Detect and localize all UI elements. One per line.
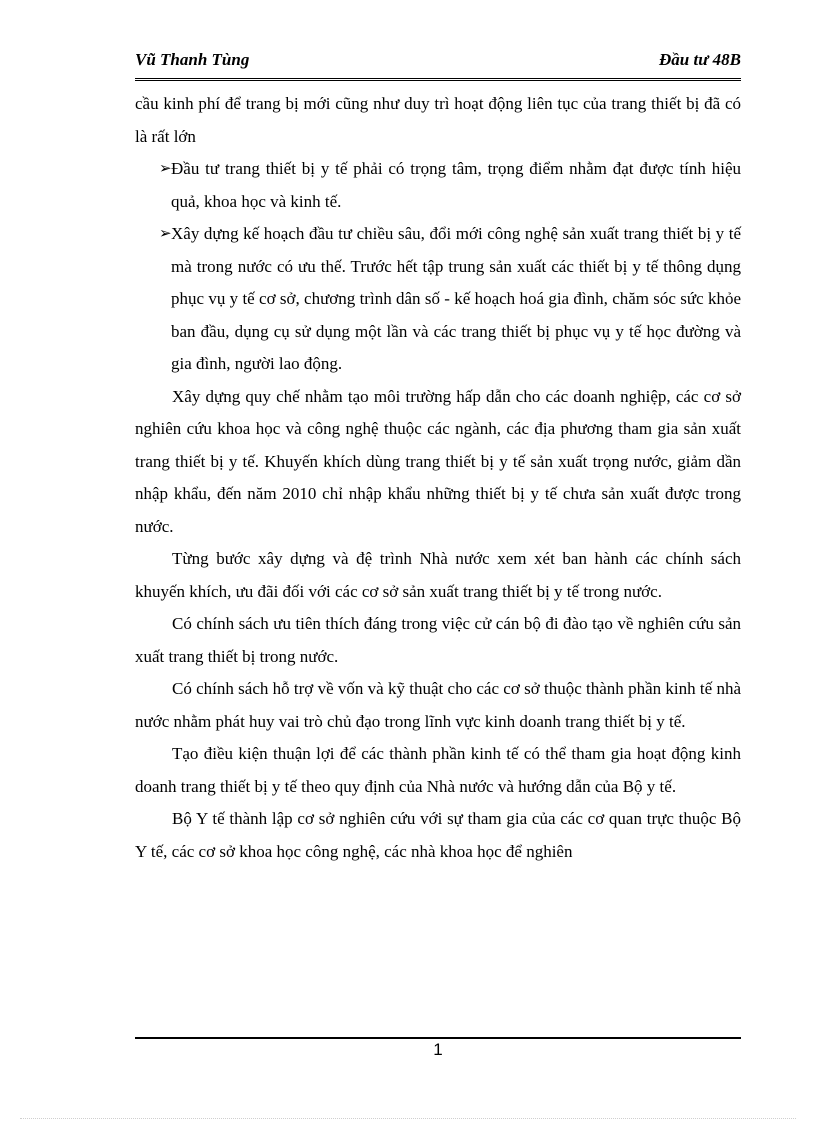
paragraph: Xây dựng quy chế nhằm tạo môi trường hấp dẫn cho các doanh nghiệp, các cơ sở nghiên cứu khoa học và công nghệ thuộc các ngành, các địa phương tham gia sản xuất trang thiết bị y tế. Khuyến khích dùng trang thiết bị y tế sản xuất trọng nước, giảm dần nhập khẩu, đến năm 2010 chỉ nhập khẩu những thiết bị y tế chưa sản xuất được trong nước. <box>135 386 741 536</box>
document-body <box>135 88 741 868</box>
paragraph: Bộ Y tế thành lập cơ sở nghiên cứu với sự tham gia của các cơ quan trực thuộc Bộ Y tế, các cơ sở khoa học công nghệ, các nhà khoa học để nghiên <box>135 809 741 861</box>
paragraph-continuation: cầu kinh phí để trang bị mới cũng như duy trì hoạt động liên tục của trang thiết bị đã có là rất lớn <box>135 94 741 146</box>
paragraph: Tạo điều kiện thuận lợi để các thành phần kinh tế có thể tham gia hoạt động kinh doanh trang thiết bị y tế theo quy định của Nhà nước và hướng dẫn của Bộ y tế. <box>135 744 741 796</box>
bullet-item <box>135 218 741 381</box>
footer-divider <box>135 1037 741 1039</box>
page-header <box>135 46 741 81</box>
paragraph: Từng bước xây dựng và đệ trình Nhà nước xem xét ban hành các chính sách khuyến khích, ưu đãi đối với các cơ sở sản xuất trang thiết bị y tế trong nước. <box>135 549 741 601</box>
header-class: Đầu tư 48B <box>659 50 741 69</box>
bullet-text: Đầu tư trang thiết bị y tế phải có trọng tâm, trọng điểm nhằm đạt được tính hiệu quả, khoa học và kinh tế. <box>171 159 741 211</box>
paragraph: Có chính sách ưu tiên thích đáng trong việc cử cán bộ đi đào tạo về nghiên cứu sản xuất trang thiết bị trong nước. <box>135 614 741 666</box>
page-bottom-border <box>20 1118 796 1119</box>
paragraph: Có chính sách hỗ trợ về vốn và kỹ thuật cho các cơ sở thuộc thành phần kinh tế nhà nước nhằm phát huy vai trò chủ đạo trong lĩnh vực kinh doanh trang thiết bị y tế. <box>135 679 741 731</box>
header-author: Vũ Thanh Tùng <box>135 50 250 69</box>
bullet-item <box>135 153 741 218</box>
arrow-bullet-icon: ➢ <box>159 161 172 177</box>
bullet-text: Xây dựng kế hoạch đầu tư chiều sâu, đổi mới công nghệ sản xuất trang thiết bị y tế mà trong nước có ưu thế. Trước hết tập trung sản xuất các thiết bị y tế thông dụng phục vụ y tế cơ sở, chương trình dân số - kế hoạch hoá gia đình, chăm sóc sức khỏe ban đầu, dụng cụ sử dụng một lần và các trang thiết bị phục vụ y tế học đường và gia đình, người lao động. <box>171 224 741 373</box>
page-number: 1 <box>433 1040 443 1059</box>
arrow-bullet-icon: ➢ <box>159 226 172 242</box>
